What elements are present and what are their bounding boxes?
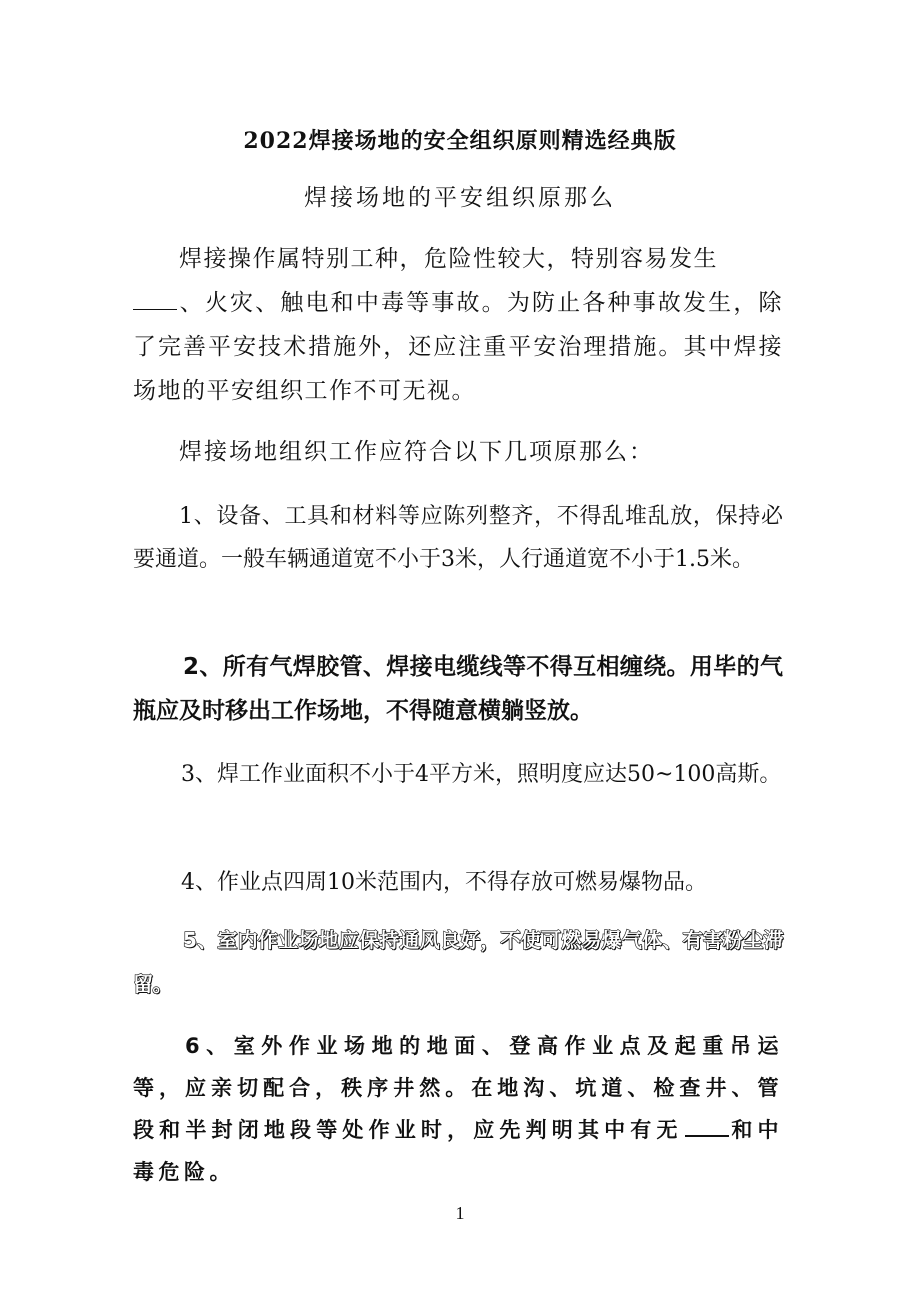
paragraph-rule-5: 5、室内作业场地应保持通风良好，不使可燃易爆气体、有害粉尘滞留。 <box>133 928 783 996</box>
paragraph-principles-intro: 焊接场地组织工作应符合以下几项原那么： <box>179 439 654 465</box>
paragraph-rule-6-text: 6、室外作业场地的地面、登高作业点及起重吊运等，应亲切配合，秩序井然。在地沟、坑道、检查井、管段和半封闭地段等处作业时，应先判明其中有无 <box>133 1034 783 1142</box>
document-title: 2022焊接场地的安全组织原则精选经典版 <box>243 128 677 154</box>
fill-blank <box>685 1117 729 1137</box>
paragraph-rule-3: 3、焊工作业面积不小于4平方米，照明度应达50~100高斯。 <box>181 762 782 787</box>
paragraph-rule-1: 1、设备、工具和材料等应陈列整齐，不得乱堆乱放，保持必要通道。一般车辆通道宽不小于3米，人行通道宽不小于1.5米。 <box>133 504 783 572</box>
paragraph-intro-rest: 、火灾、触电和中毒等事故。为防止各种事故发生，除了完善平安技术措施外，还应注重平安治理措施。其中焊接场地的平安组织工作不可无视。 <box>133 290 783 404</box>
fill-blank <box>133 289 177 310</box>
document-subtitle: 焊接场地的平安组织原那么 <box>304 185 616 211</box>
page-number: 1 <box>455 1203 465 1223</box>
paragraph-rule-6-end: 和中毒危险。 <box>133 1118 784 1184</box>
paragraph-intro-text: 焊接操作属特别工种，危险性较大，特别容易发生 <box>179 246 718 272</box>
paragraph-rule-4: 4、作业点四周10米范围内，不得存放可燃易爆物品。 <box>181 870 707 895</box>
paragraph-rule-6 <box>133 1025 783 1193</box>
paragraph-rule-2: 2、所有气焊胶管、焊接电缆线等不得互相缠绕。用毕的气瓶应及时移出工作场地，不得随意横躺竖放。 <box>133 654 783 724</box>
paragraph-intro <box>133 237 783 413</box>
